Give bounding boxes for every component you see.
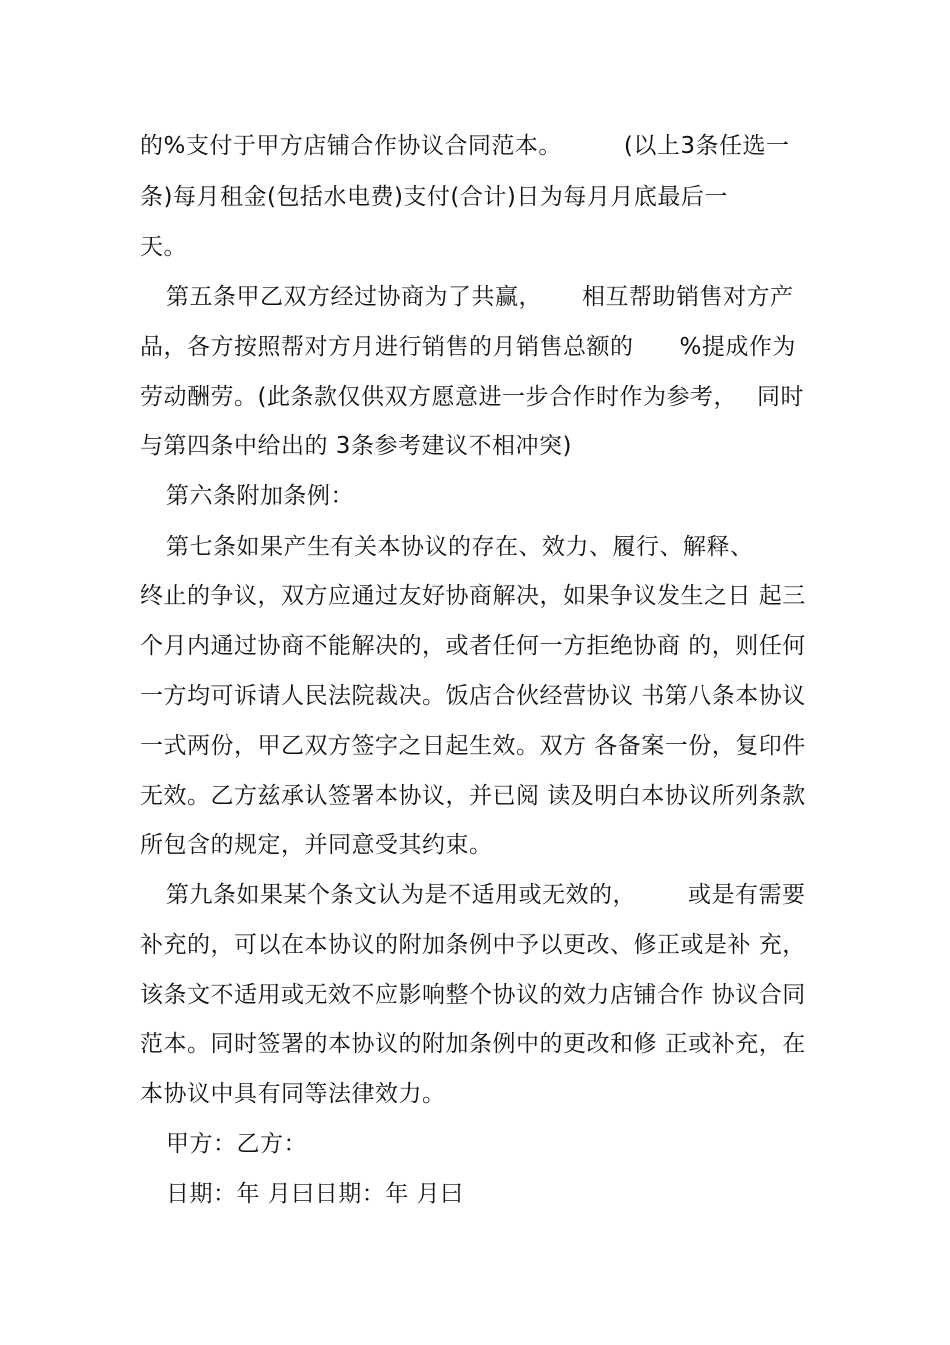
text-line-7-part-a: 与第四条中给出的 3条参考建议不相冲突) — [140, 433, 572, 459]
text-line-8-part-a: 第六条附加条例： — [166, 483, 354, 509]
signature-date-text: 日期：年 月曰日期：年 月曰 — [166, 1181, 464, 1207]
text-line-16-part-b: 或是有需要 — [688, 882, 806, 908]
text-line-6-part-b: 同时 — [756, 384, 804, 410]
signature-date-line — [166, 1179, 826, 1209]
text-line-20 — [140, 1079, 800, 1109]
text-line-1 — [140, 131, 800, 161]
text-line-1-part-b: (以上3条任选一 — [623, 133, 790, 159]
text-line-9-part-a: 第七条如果产生有关本协议的存在、效力、履行、解释、 — [166, 534, 754, 560]
text-line-9 — [166, 532, 826, 562]
text-line-20-part-a: 本协议中具有同等法律效力。 — [140, 1081, 446, 1107]
text-line-5-part-a: 品，各方按照帮对方月进行销售的月销售总额的 — [140, 334, 634, 360]
text-line-15 — [140, 830, 800, 860]
text-line-18 — [140, 980, 806, 1010]
text-line-4-part-b: 相互帮助销售对方产 — [582, 284, 794, 310]
text-line-10-part-a: 终止的争议，双方应通过友好协商解决，如果争议发生之日 起三 — [140, 583, 806, 609]
text-line-11-part-a: 个月内通过协商不能解决的，或者任何一方拒绝协商 的，则任何 — [140, 633, 806, 659]
text-line-19 — [140, 1029, 806, 1059]
text-line-4-part-a: 第五条甲乙双方经过协商为了共赢， — [166, 284, 542, 310]
text-line-16 — [166, 880, 826, 910]
text-line-13-part-a: 一式两份，甲乙双方签字之日起生效。双方 各备案一份，复印件 — [140, 733, 806, 759]
text-line-18-part-a: 该条文不适用或无效不应影响整个协议的效力店铺合作 协议合同 — [140, 982, 806, 1008]
text-line-3-part-a: 天。 — [140, 234, 187, 260]
text-line-10 — [140, 581, 806, 611]
text-line-6-part-a: 劳动酬劳。(此条款仅供双方愿意进一步合作时作为参考， — [140, 384, 737, 410]
text-line-16-part-a: 第九条如果某个条文认为是不适用或无效的， — [166, 882, 636, 908]
text-line-19-part-a: 范本。同时签署的本协议的附加条例中的更改和修 正或补充，在 — [140, 1031, 806, 1057]
text-line-5 — [140, 332, 800, 362]
signature-parties-line — [166, 1129, 826, 1159]
signature-parties-text: 甲方：乙方： — [166, 1131, 307, 1157]
text-line-3 — [140, 232, 800, 262]
text-line-12-part-a: 一方均可诉请人民法院裁决。饭店合伙经营协议 书第八条本协议 — [140, 683, 806, 709]
text-line-2 — [140, 182, 800, 212]
text-line-15-part-a: 所包含的规定，并同意受其约束。 — [140, 832, 493, 858]
text-line-11 — [140, 631, 806, 661]
text-line-13 — [140, 731, 806, 761]
text-line-1-part-a: 的%支付于甲方店铺合作协议合同范本。 — [140, 133, 562, 159]
text-line-17-part-a: 补充的，可以在本协议的附加条例中予以更改、修正或是补 充， — [140, 932, 806, 958]
text-line-4 — [166, 282, 826, 312]
text-line-17 — [140, 930, 806, 960]
text-line-6 — [140, 382, 804, 412]
text-line-8 — [166, 481, 826, 511]
text-line-14 — [140, 781, 806, 811]
text-line-14-part-a: 无效。乙方兹承认签署本协议，并已阅 读及明白本协议所列条款 — [140, 783, 806, 809]
text-line-2-part-a: 条)每月租金(包括水电费)支付(合计)日为每月月底最后一 — [140, 184, 728, 210]
text-line-7 — [140, 431, 800, 461]
text-line-12 — [140, 681, 806, 711]
text-line-5-part-b: %提成作为 — [679, 334, 796, 360]
